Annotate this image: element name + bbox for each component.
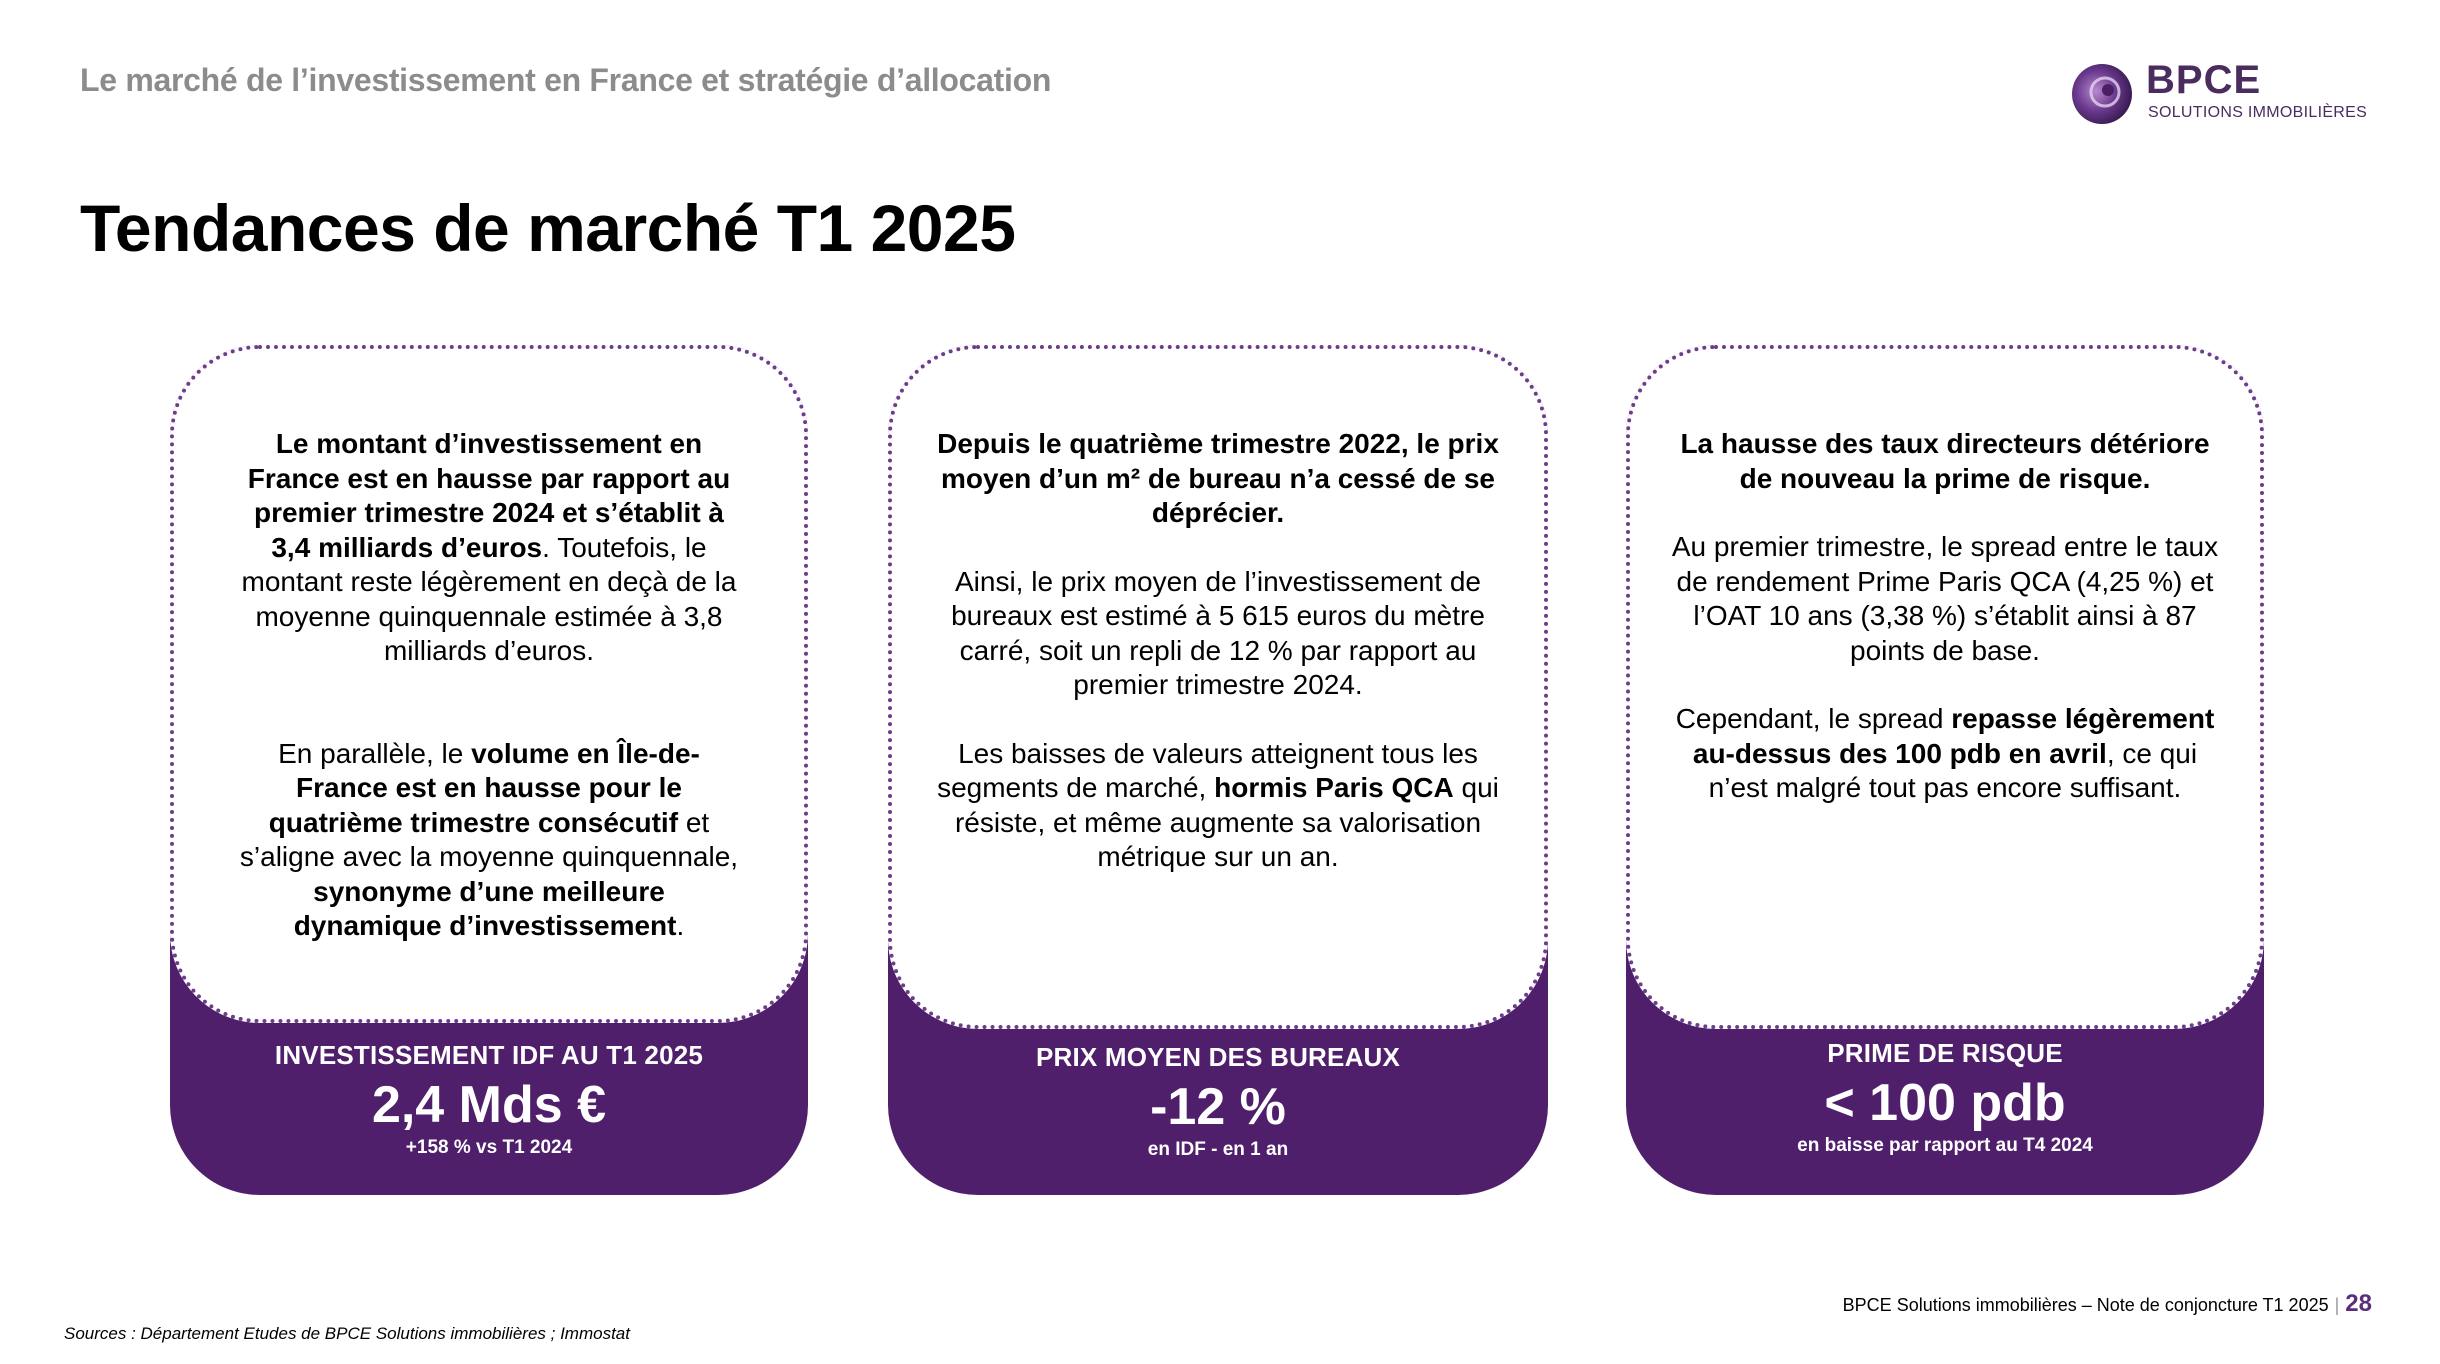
kpi-value: < 100 pdb xyxy=(1824,1074,2066,1132)
kpi-label: PRIME DE RISQUE xyxy=(1827,1038,2063,1068)
kpi-label: INVESTISSEMENT IDF AU T1 2025 xyxy=(274,1040,704,1070)
bpce-logo xyxy=(2070,60,2390,130)
card-body-text xyxy=(236,427,742,944)
paragraph: Depuis le quatrième trimestre 2022, le prix moyen d’un m² de bureau n’a cessé de se déprécier. xyxy=(937,428,1499,528)
paragraph: Le montant d’investissement en France est en hausse par rapport au premier trimestre 2024 et s’établit à 3,4 milliards d’euros. Toutefois, le montant reste légèrement en deçà de la moyenne quinquennale estimée à 3,8 milliards d’euros. xyxy=(241,428,737,666)
page-number: 28 xyxy=(2345,1290,2372,1317)
bpce-logo-icon xyxy=(2070,62,2134,126)
page-title: Tendances de marché T1 2025 xyxy=(80,191,1016,265)
card-office-prices xyxy=(888,345,1548,1195)
footer-separator: | xyxy=(2334,1295,2340,1315)
paragraph: Cependant, le spread repasse légèrement au-dessus des 100 pdb en avril, ce qui n’est malgré tout pas encore suffisant. xyxy=(1675,703,2215,803)
logo-brand: BPCE xyxy=(2146,58,2262,102)
paragraph: La hausse des taux directeurs détériore de nouveau la prime de risque. xyxy=(1680,428,2210,494)
footer-note-text: BPCE Solutions immobilières – Note de conjoncture T1 2025 xyxy=(1842,1295,2329,1315)
kpi-subtext: +158 % vs T1 2024 xyxy=(405,1137,573,1158)
sources-note: Sources : Département Etudes de BPCE Solutions immobilières ; Immostat xyxy=(64,1324,630,1343)
kpi-value: 2,4 Mds € xyxy=(371,1076,607,1134)
logo-tagline: SOLUTIONS IMMOBILIÈRES xyxy=(2148,104,2368,121)
card-body-text xyxy=(1662,427,2228,806)
kpi-block xyxy=(888,1042,1548,1161)
kpi-value: -12 % xyxy=(1150,1078,1286,1136)
paragraph: Ainsi, le prix moyen de l’investissement de bureaux est estimé à 5 615 euros du mètre carré, soit un repli de 12 % par rapport au premier trimestre 2024. xyxy=(951,565,1485,700)
paragraph: Les baisses de valeurs atteignent tous les segments de marché, hormis Paris QCA qui résiste, et même augmente sa valorisation métrique sur un an. xyxy=(937,737,1499,872)
kpi-label: PRIX MOYEN DES BUREAUX xyxy=(1035,1042,1401,1072)
kpi-block xyxy=(1626,1038,2264,1157)
kpi-subtext: en IDF - en 1 an xyxy=(1147,1139,1289,1160)
kpi-block xyxy=(170,1040,808,1159)
paragraph: Au premier trimestre, le spread entre le taux de rendement Prime Paris QCA (4,25 %) et l’OAT 10 ans (3,38 %) s’établit ainsi à 87 points de base. xyxy=(1671,531,2219,666)
card-body-text xyxy=(928,427,1508,875)
paragraph: En parallèle, le volume en Île-de-France est en hausse pour le quatrième trimestre consécutif et s’aligne avec la moyenne quinquennale, synonyme d’une meilleure dynamique d’investissement. xyxy=(239,737,739,941)
kpi-subtext: en baisse par rapport au T4 2024 xyxy=(1797,1135,2093,1156)
section-subtitle: Le marché de l’investissement en France et stratégie d’allocation xyxy=(80,62,1052,98)
footer-note xyxy=(1843,1290,2372,1318)
card-risk-premium xyxy=(1626,345,2264,1195)
card-investment xyxy=(170,345,808,1195)
